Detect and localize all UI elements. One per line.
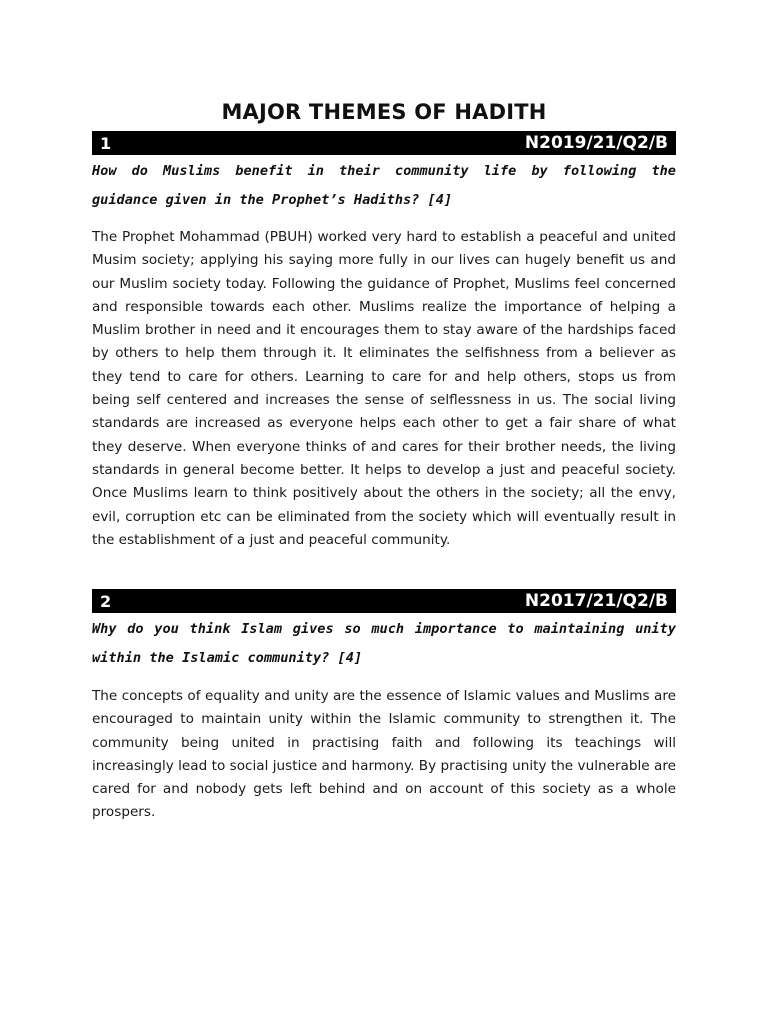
question-code: N2017/21/Q2/B xyxy=(524,591,668,611)
question-number: 2 xyxy=(100,591,112,611)
question-section-1 xyxy=(92,131,676,552)
question-text: How do Muslims benefit in their community life by following the guidance given in the Prophet’s Hadiths? [4] xyxy=(92,163,676,208)
question-text: Why do you think Islam gives so much importance to maintaining unity within the Islamic community? [4] xyxy=(92,621,676,666)
page-title: MAJOR THEMES OF HADITH xyxy=(221,100,547,125)
question-header xyxy=(92,131,676,155)
answer-text: The Prophet Mohammad (PBUH) worked very hard to establish a peaceful and united Musim society; applying his saying more fully in our lives can hugely benefit us and our Muslim society today. Following the guidance of Prophet, Muslims feel concerned and responsible towards each other. Muslims realize the importance of helping a Muslim brother in need and it encourages them to stay aware of the hardships faced by others to help them through it. It eliminates the selfishness from a believer as they tend to care for others. Learning to care for and help others, stops us from being self centered and increases the sense of selflessness in us. The social living standards are increased as everyone helps each other to get a fair share of what they deserve. When everyone thinks of and cares for their brother needs, the living standards in general become better. It helps to develop a just and peaceful society. Once Muslims learn to think positively about the others in the society; all the envy, evil, corruption etc can be eliminated from the society which will eventually result in the establishment of a just and peaceful community. xyxy=(92,229,676,548)
answer-text: The concepts of equality and unity are the essence of Islamic values and Muslims are encouraged to maintain unity within the Islamic community to strengthen it. The community being united in practising faith and following its teachings will increasingly lead to social justice and harmony. By practising unity the vulnerable are cared for and nobody gets left behind and on account of this society as a whole prospers. xyxy=(92,688,676,821)
question-number: 1 xyxy=(100,133,112,153)
question-code: N2019/21/Q2/B xyxy=(524,133,668,153)
question-header xyxy=(92,589,676,613)
question-section-2 xyxy=(92,589,676,825)
